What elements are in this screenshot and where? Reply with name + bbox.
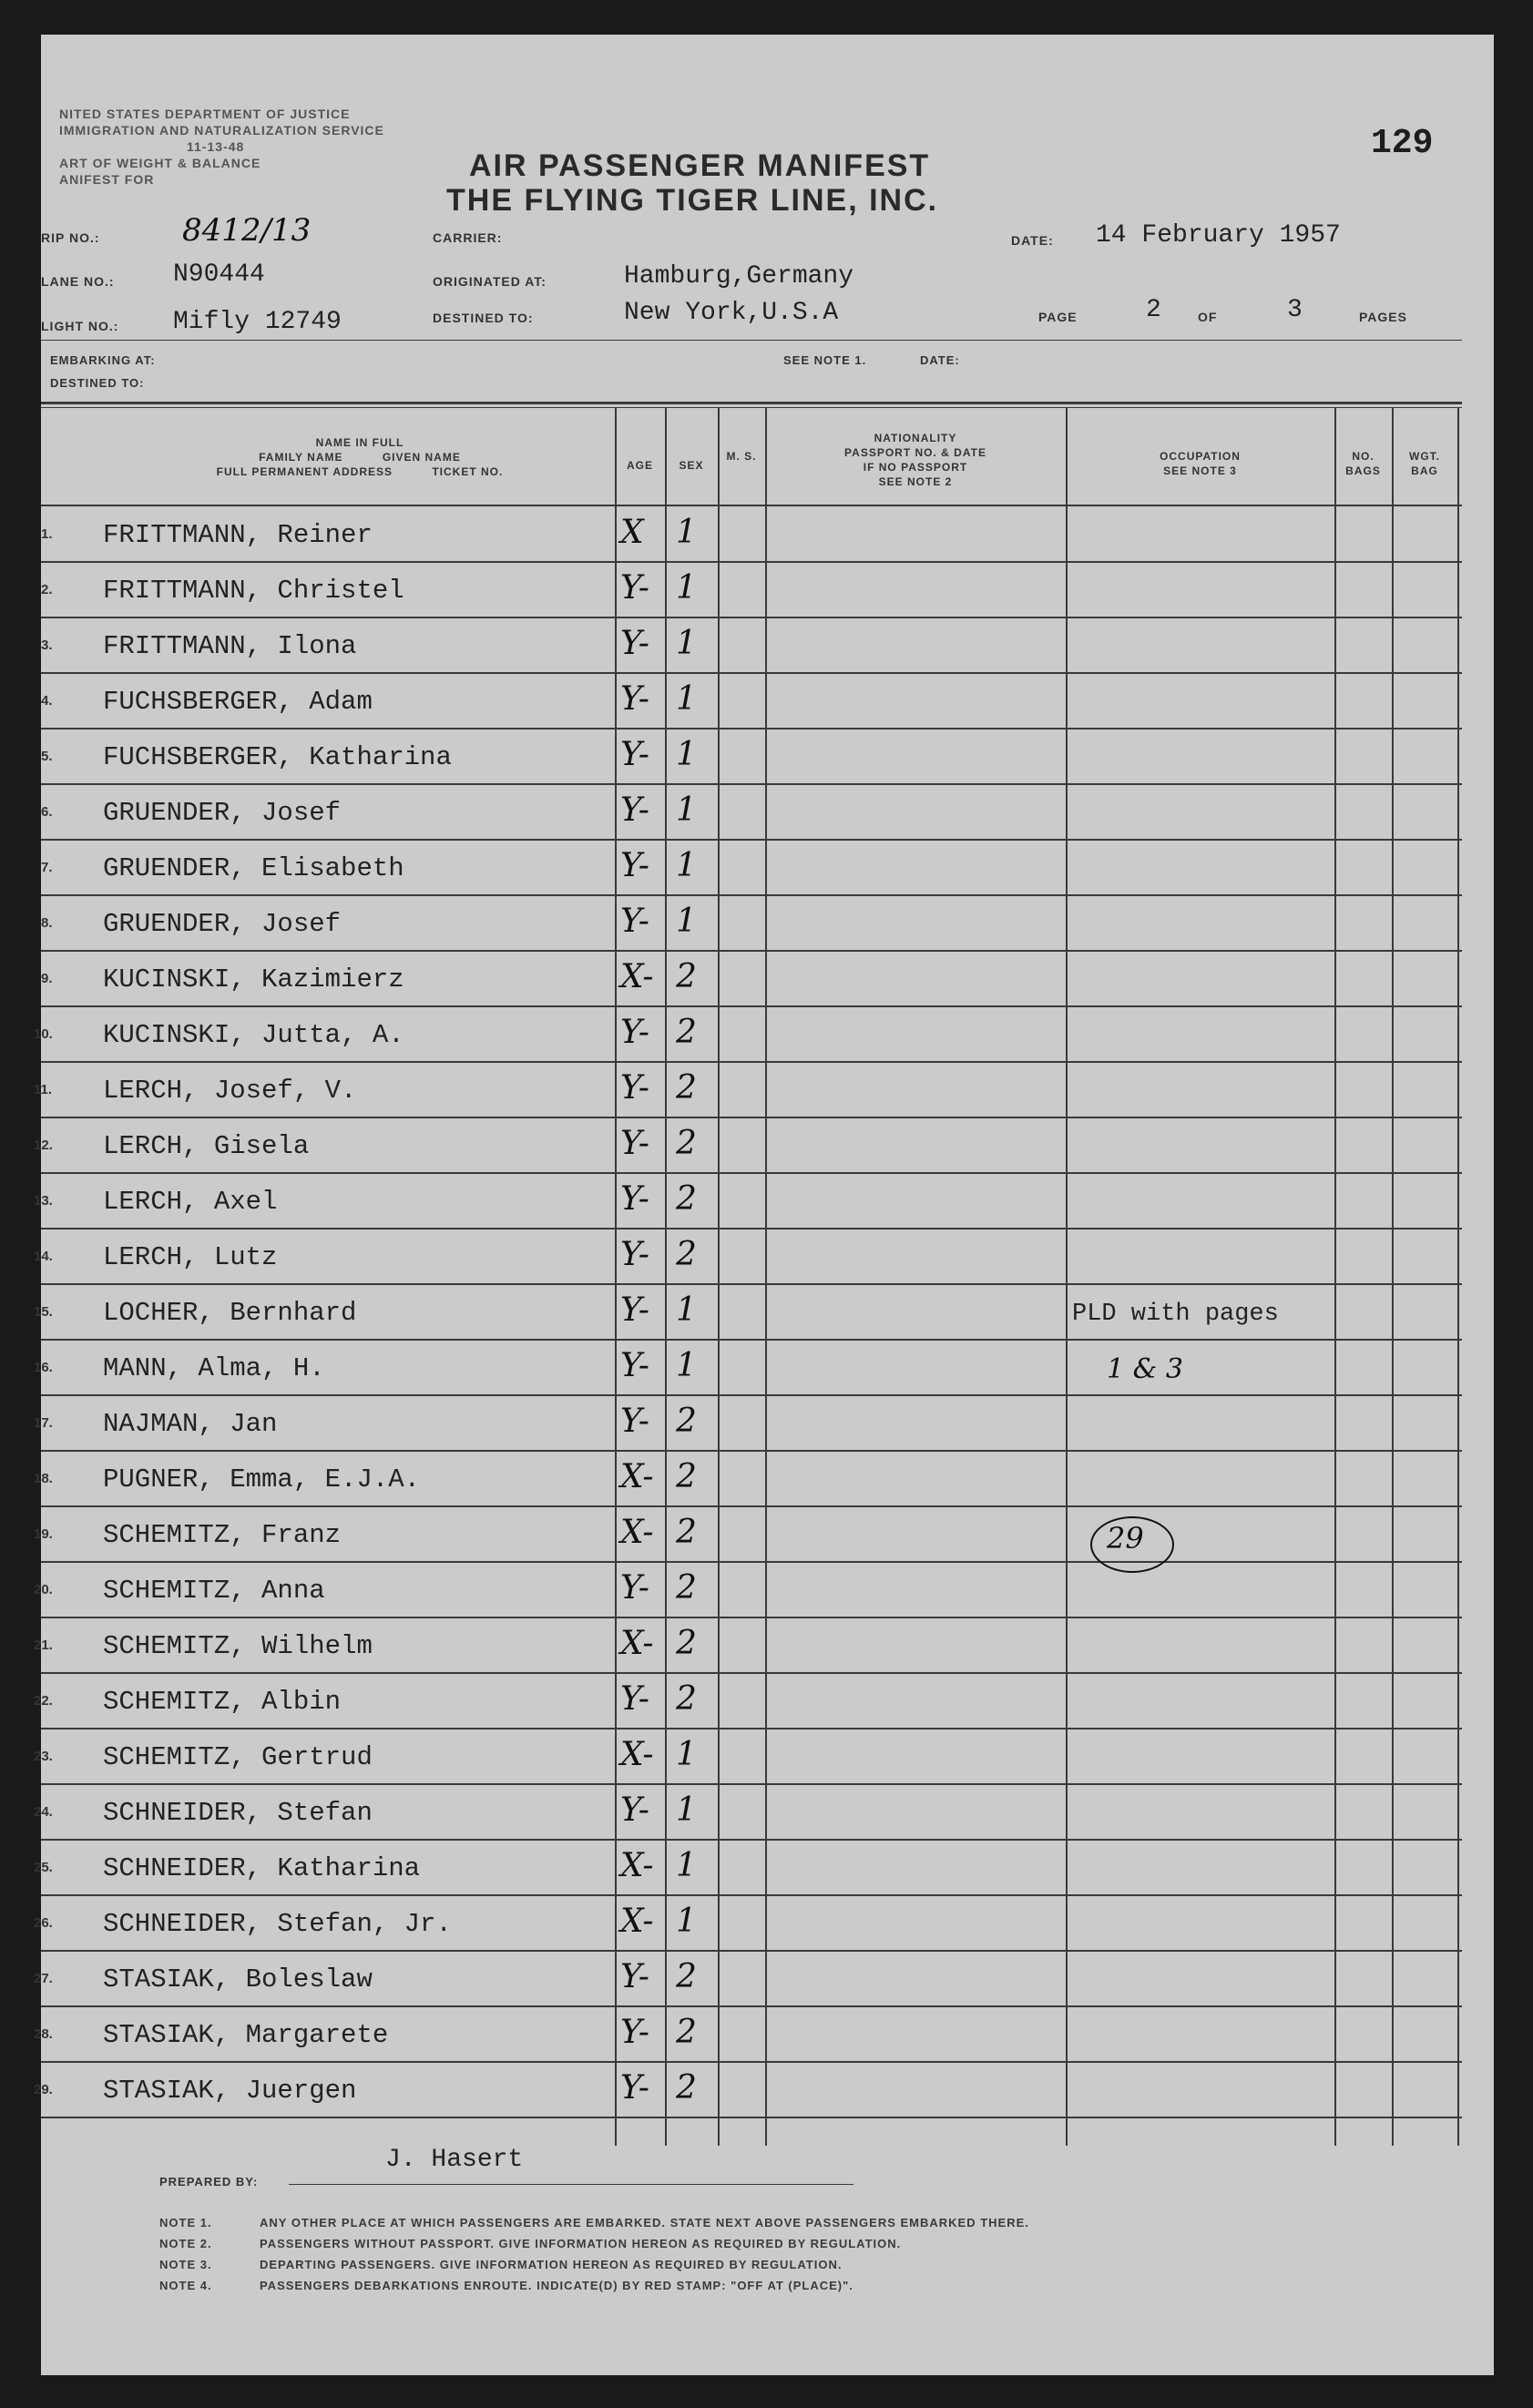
column-header-nationality — [765, 431, 1066, 489]
row-number: 13. — [34, 1193, 53, 1209]
destined2-label: DESTINED TO: — [50, 376, 145, 390]
row-number: 26. — [34, 1915, 53, 1931]
row-number: 9. — [41, 971, 53, 986]
row-rule — [41, 1283, 1462, 1285]
row-rule — [41, 1117, 1462, 1118]
header-text: NO. — [1352, 450, 1375, 463]
passenger-name: LERCH, Josef, V. — [103, 1076, 357, 1106]
passenger-name: LERCH, Lutz — [103, 1242, 278, 1272]
row-number: 11. — [34, 1082, 53, 1097]
passenger-age: X- — [620, 1458, 654, 1495]
prepared-by-label: PREPARED BY: — [159, 2175, 259, 2189]
passenger-sex: 1 — [676, 625, 697, 662]
see-note-label: SEE NOTE 1. — [783, 353, 867, 367]
passenger-name: SCHNEIDER, Katharina — [103, 1853, 421, 1883]
passenger-age: Y- — [620, 1791, 649, 1829]
header-text: BAGS — [1345, 464, 1381, 477]
row-number: 22. — [34, 1693, 53, 1709]
passenger-sex: 2 — [676, 2069, 697, 2107]
passenger-name: FUCHSBERGER, Adam — [103, 687, 373, 717]
passenger-name: STASIAK, Margarete — [103, 2020, 389, 2050]
passenger-age: X- — [620, 1514, 654, 1551]
row-number: 15. — [34, 1304, 53, 1320]
column-divider — [1457, 408, 1459, 2146]
row-number: 12. — [34, 1138, 53, 1153]
passenger-sex: 1 — [676, 791, 697, 829]
row-rule — [41, 1561, 1462, 1563]
occupation-note: 1 & 3 — [1107, 1353, 1183, 1385]
column-divider — [765, 408, 767, 2146]
note-label: NOTE 2. — [159, 2237, 212, 2250]
row-rule — [41, 894, 1462, 896]
row-rule — [41, 672, 1462, 674]
passenger-sex: 1 — [676, 1903, 697, 1940]
column-divider — [665, 408, 667, 2146]
row-rule — [41, 839, 1462, 841]
manifest-title: AIR PASSENGER MANIFEST — [469, 148, 931, 183]
passenger-age: Y- — [620, 1125, 649, 1162]
header-text: FAMILY NAME GIVEN NAME — [259, 451, 461, 464]
passenger-sex: 1 — [676, 1847, 697, 1884]
passenger-sex: 1 — [676, 736, 697, 773]
header-text: IF NO PASSPORT — [863, 461, 968, 474]
passenger-sex: 1 — [676, 514, 697, 551]
passenger-sex: 2 — [676, 1458, 697, 1495]
row-rule — [41, 2117, 1462, 2118]
header-text: OCCUPATION — [1160, 450, 1241, 463]
row-rule — [41, 1950, 1462, 1952]
row-rule — [41, 1450, 1462, 1452]
passenger-name: STASIAK, Boleslaw — [103, 1964, 373, 1995]
column-divider — [1066, 408, 1068, 2146]
passenger-age: X- — [620, 1903, 654, 1940]
row-rule — [41, 561, 1462, 563]
originated-value: Hamburg,Germany — [624, 262, 854, 291]
passenger-sex: 1 — [676, 1347, 697, 1384]
passenger-age: Y- — [620, 736, 649, 773]
row-rule — [41, 950, 1462, 952]
passenger-name: GRUENDER, Josef — [103, 798, 342, 828]
passenger-age: Y- — [620, 569, 649, 607]
row-rule — [41, 783, 1462, 785]
passenger-age: X- — [620, 958, 654, 995]
passenger-sex: 2 — [676, 1069, 697, 1107]
passenger-age: Y- — [620, 847, 649, 884]
header-text: SEE NOTE 2 — [878, 475, 953, 488]
row-number: 6. — [41, 804, 53, 820]
agency-line: ART OF WEIGHT & BALANCE — [59, 156, 261, 170]
column-header-occupation — [1066, 449, 1334, 478]
passenger-age: X- — [620, 1847, 654, 1884]
passenger-sex: 1 — [676, 1791, 697, 1829]
row-rule — [41, 1172, 1462, 1174]
passenger-name: NAJMAN, Jan — [103, 1409, 278, 1439]
note-text: ANY OTHER PLACE AT WHICH PASSENGERS ARE EMBARKED. STATE NEXT ABOVE PASSENGERS EMBARKED THERE. — [260, 2216, 1029, 2229]
passenger-age: Y- — [620, 1958, 649, 1995]
row-number: 14. — [34, 1249, 53, 1264]
column-header-sex: SEX — [679, 459, 704, 472]
passenger-age: Y- — [620, 1069, 649, 1107]
row-number: 8. — [41, 915, 53, 931]
row-number: 23. — [34, 1749, 53, 1764]
column-divider — [1392, 408, 1394, 2146]
row-number: 20. — [34, 1582, 53, 1597]
date-label: DATE: — [1011, 233, 1054, 248]
header-text: PASSPORT NO. & DATE — [844, 446, 986, 459]
passenger-name: SCHEMITZ, Gertrud — [103, 1742, 373, 1772]
passenger-sex: 2 — [676, 1180, 697, 1218]
column-header-bags — [1334, 449, 1392, 478]
passenger-age: X — [620, 514, 644, 551]
header-text: NAME IN FULL — [315, 436, 404, 449]
row-number: 10. — [34, 1026, 53, 1042]
note-text: PASSENGERS DEBARKATIONS ENROUTE. INDICATE(D) BY RED STAMP: "OFF AT (PLACE)". — [260, 2279, 853, 2292]
passenger-age: Y- — [620, 1347, 649, 1384]
passenger-sex: 1 — [676, 903, 697, 940]
table-top-rule — [41, 402, 1462, 404]
row-number: 18. — [34, 1471, 53, 1486]
row-rule — [41, 1728, 1462, 1729]
rule — [41, 340, 1462, 341]
passenger-name: SCHEMITZ, Wilhelm — [103, 1631, 373, 1661]
agency-line: 11-13-48 — [187, 139, 245, 154]
passenger-age: Y- — [620, 1569, 649, 1607]
row-number: 21. — [34, 1638, 53, 1653]
row-number: 1. — [41, 526, 53, 542]
page-number: 129 — [1371, 124, 1434, 163]
passenger-sex: 2 — [676, 1125, 697, 1162]
row-number: 5. — [41, 749, 53, 764]
row-number: 7. — [41, 860, 53, 875]
row-rule — [41, 1617, 1462, 1618]
column-header-ms: M. S. — [726, 450, 757, 463]
passenger-age: Y- — [620, 791, 649, 829]
flight-label: LIGHT NO.: — [41, 319, 119, 333]
originated-label: ORIGINATED AT: — [433, 274, 547, 289]
column-header-age: AGE — [626, 459, 653, 472]
passenger-sex: 2 — [676, 958, 697, 995]
date2-label: DATE: — [920, 353, 960, 367]
passenger-age: Y- — [620, 625, 649, 662]
row-rule — [41, 1339, 1462, 1341]
column-header-wgt — [1392, 449, 1457, 478]
passenger-name: LERCH, Axel — [103, 1187, 278, 1217]
row-number: 24. — [34, 1804, 53, 1820]
passenger-age: Y- — [620, 1403, 649, 1440]
passenger-age: Y- — [620, 903, 649, 940]
page-label: PAGE — [1038, 310, 1078, 324]
plane-value: N90444 — [173, 260, 265, 289]
agency-block — [59, 106, 384, 188]
flight-value: Mifly 12749 — [173, 308, 342, 336]
column-divider — [1334, 408, 1336, 2146]
row-rule — [41, 1005, 1462, 1007]
passenger-sex: 1 — [676, 569, 697, 607]
passenger-name: SCHNEIDER, Stefan, Jr. — [103, 1909, 452, 1939]
passenger-age: Y- — [620, 1291, 649, 1329]
column-divider — [718, 408, 720, 2146]
row-number: 4. — [41, 693, 53, 709]
row-rule — [41, 1783, 1462, 1785]
row-number: 3. — [41, 638, 53, 653]
row-rule — [41, 1228, 1462, 1230]
passenger-name: PUGNER, Emma, E.J.A. — [103, 1464, 421, 1495]
passenger-sex: 2 — [676, 1514, 697, 1551]
destined-value: New York,U.S.A — [624, 299, 839, 327]
row-rule — [41, 1394, 1462, 1396]
passenger-name: LOCHER, Bernhard — [103, 1298, 357, 1328]
row-rule — [41, 1839, 1462, 1841]
passenger-name: STASIAK, Juergen — [103, 2076, 357, 2106]
passenger-sex: 1 — [676, 1291, 697, 1329]
passenger-name: MANN, Alma, H. — [103, 1353, 325, 1383]
of-label: OF — [1198, 310, 1218, 324]
date-value: 14 February 1957 — [1096, 221, 1341, 250]
agency-line: NITED STATES DEPARTMENT OF JUSTICE — [59, 107, 351, 121]
row-number: 16. — [34, 1360, 53, 1375]
passenger-age: X- — [620, 1625, 654, 1662]
manifest-sheet — [34, 35, 1494, 2375]
airline-name: THE FLYING TIGER LINE, INC. — [446, 183, 939, 218]
passenger-age: Y- — [620, 1680, 649, 1718]
passenger-name: SCHEMITZ, Albin — [103, 1687, 342, 1717]
passenger-age: X- — [620, 1736, 654, 1773]
note-text: DEPARTING PASSENGERS. GIVE INFORMATION HEREON AS REQUIRED BY REGULATION. — [260, 2258, 843, 2271]
row-rule — [41, 1505, 1462, 1507]
passenger-sex: 2 — [676, 1958, 697, 1995]
passenger-age: Y- — [620, 1180, 649, 1218]
passenger-sex: 2 — [676, 1236, 697, 1273]
row-rule — [41, 617, 1462, 618]
header-text: FULL PERMANENT ADDRESS TICKET NO. — [216, 465, 504, 478]
row-number: 2. — [41, 582, 53, 597]
of-value: 3 — [1287, 296, 1303, 324]
row-number: 25. — [34, 1860, 53, 1875]
passenger-name: SCHEMITZ, Franz — [103, 1520, 342, 1550]
note-text: PASSENGERS WITHOUT PASSPORT. GIVE INFORMATION HEREON AS REQUIRED BY REGULATION. — [260, 2237, 902, 2250]
header-text: WGT. — [1409, 450, 1440, 463]
row-rule — [41, 728, 1462, 730]
header-text: BAG — [1411, 464, 1438, 477]
note-label: NOTE 1. — [159, 2216, 212, 2229]
passenger-name: FRITTMANN, Reiner — [103, 520, 373, 550]
page-value: 2 — [1146, 296, 1161, 324]
note-label: NOTE 3. — [159, 2258, 212, 2271]
passenger-name: FUCHSBERGER, Katharina — [103, 742, 452, 772]
passenger-name: GRUENDER, Josef — [103, 909, 342, 939]
passenger-name: FRITTMANN, Christel — [103, 576, 404, 606]
passenger-sex: 2 — [676, 1625, 697, 1662]
row-number: 19. — [34, 1526, 53, 1542]
passenger-sex: 2 — [676, 1403, 697, 1440]
passenger-sex: 2 — [676, 1680, 697, 1718]
passenger-sex: 2 — [676, 2014, 697, 2051]
table-top-rule — [41, 407, 1462, 408]
passenger-sex: 1 — [676, 1736, 697, 1773]
trip-value: 8412/13 — [182, 212, 312, 249]
passenger-sex: 2 — [676, 1014, 697, 1051]
passenger-name: SCHEMITZ, Anna — [103, 1576, 325, 1606]
row-number: 17. — [34, 1415, 53, 1431]
header-text: NATIONALITY — [874, 432, 957, 444]
passenger-sex: 1 — [676, 847, 697, 884]
column-header-name — [123, 435, 597, 479]
carrier-label: CARRIER: — [433, 230, 503, 245]
circled-count-value: 29 — [1107, 1521, 1144, 1556]
row-rule — [41, 1894, 1462, 1896]
trip-label: RIP NO.: — [41, 230, 100, 245]
passenger-name: FRITTMANN, Ilona — [103, 631, 357, 661]
row-number: 27. — [34, 1971, 53, 1986]
passenger-name: LERCH, Gisela — [103, 1131, 310, 1161]
passenger-age: Y- — [620, 680, 649, 718]
passenger-age: Y- — [620, 2069, 649, 2107]
passenger-name: KUCINSKI, Jutta, A. — [103, 1020, 404, 1050]
row-rule — [41, 2005, 1462, 2007]
row-number: 29. — [34, 2082, 53, 2097]
passenger-name: GRUENDER, Elisabeth — [103, 853, 404, 883]
passenger-age: Y- — [620, 1014, 649, 1051]
row-number: 28. — [34, 2026, 53, 2042]
prepared-by-value: J. Hasert — [385, 2146, 524, 2174]
occupation-note: PLD with pages — [1072, 1301, 1279, 1328]
passenger-sex: 2 — [676, 1569, 697, 1607]
passenger-sex: 1 — [676, 680, 697, 718]
header-bottom-rule — [41, 505, 1462, 506]
row-rule — [41, 2061, 1462, 2063]
row-rule — [41, 1061, 1462, 1063]
column-divider — [615, 408, 617, 2146]
passenger-age: Y- — [620, 2014, 649, 2051]
row-rule — [41, 1672, 1462, 1674]
pages-label: PAGES — [1359, 310, 1407, 324]
note-label: NOTE 4. — [159, 2279, 212, 2292]
header-text: SEE NOTE 3 — [1163, 464, 1237, 477]
agency-line: ANIFEST FOR — [59, 172, 155, 187]
signature-line — [289, 2184, 853, 2185]
passenger-age: Y- — [620, 1236, 649, 1273]
passenger-name: KUCINSKI, Kazimierz — [103, 964, 404, 995]
plane-label: LANE NO.: — [41, 274, 115, 289]
embarking-label: EMBARKING AT: — [50, 353, 156, 367]
passenger-name: SCHNEIDER, Stefan — [103, 1798, 373, 1828]
agency-line: IMMIGRATION AND NATURALIZATION SERVICE — [59, 123, 384, 138]
destined-label: DESTINED TO: — [433, 311, 534, 325]
